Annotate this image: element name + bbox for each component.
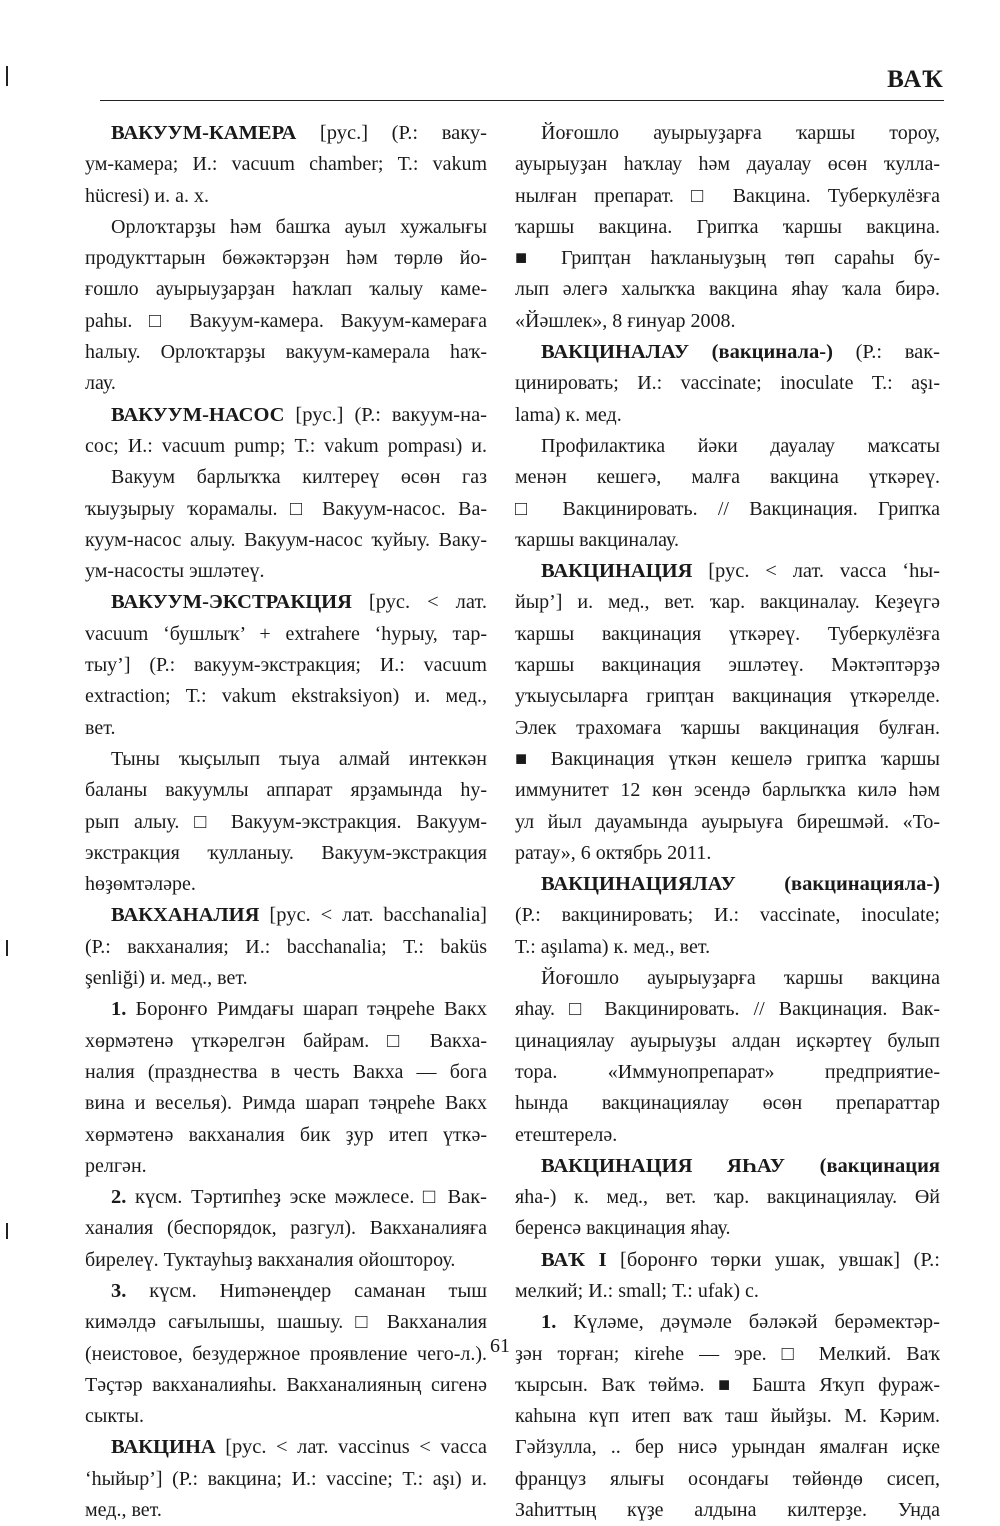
scan-edge-mark <box>6 940 8 956</box>
text-line: яһа-) к. мед., вет. ҡар. вакцинациялау. Өй <box>515 1186 940 1209</box>
text-line: куум-насос алыу. Вакуум-насос ҡуйыу. Ваку- <box>85 528 487 551</box>
entry-headline: ВАКХАНАЛИЯ [рус. < лат. bacchanalia] <box>111 904 487 927</box>
text-line: ҡаршы вакцина. Грипҡа ҡаршы вакцина. <box>515 215 940 238</box>
text-line: рып алыу. □ Вакуум-экстракция. Вакуум- <box>85 810 487 833</box>
text-line: Йоғошло ауырыуҙарға ҡаршы тороу, <box>541 122 940 144</box>
text-line: вина и веселья). Римда шарап тәңреһе Вакх <box>85 1092 487 1115</box>
entry-headline: 2. күсм. Тәртипһеҙ эске мәжлесе. □ Вак- <box>111 1186 487 1209</box>
entry-headline: ВАКУУМ-ЭКСТРАКЦИЯ [рус. < лат. <box>111 591 487 614</box>
entry-headline <box>515 869 940 900</box>
text-line: Гәйзулла, .. бер нисә урындан ямалған иҫке <box>515 1436 940 1459</box>
text-line: vacuum ‘бушлыҡ’ + extrahere ‘һурыу, тар- <box>85 622 487 645</box>
text-line: «Йәшлек», 8 ғинуар 2008. <box>515 309 736 332</box>
left-column <box>85 118 487 1526</box>
headword: ВАКУУМ-КАМЕРА <box>111 122 297 144</box>
text-line: ул йыл дауамында ауырыуға бирешмәй. «То- <box>515 810 940 833</box>
text-line: экстракция ҡулланыу. Вакуум-экстракция <box>85 841 487 864</box>
text-line: ғошло ауырыуҙарҙан һаҡлап ҡалыу каме- <box>85 278 487 301</box>
text-line: ҡаршы вакцинация эшләтеү. Мәктәптәрҙә <box>515 654 940 677</box>
text-line: менән кешегә, малға вакцина үткәреү. <box>515 466 940 489</box>
headword: 1. <box>111 998 127 1021</box>
text-line: беренсә вакцинация яһау. <box>515 1217 731 1240</box>
headword: 2. <box>111 1186 127 1209</box>
text-line: Элек трахомаға ҡаршы вакцинация булған. <box>515 716 940 739</box>
text-line: етештерелә. <box>515 1123 618 1146</box>
text-line: француз ялығы осондағы төйөндө сисеп, <box>515 1467 940 1490</box>
text-line: яһау. □ Вакцинировать. // Вакцинация. Вак- <box>515 998 940 1021</box>
text-line: ‘һыйыр’] (Р.: вакцина; И.: vaccine; Т.: aşı) и. <box>85 1467 487 1490</box>
text-line: ҡаршы вакциналау. <box>515 528 679 551</box>
text-line: Заһиттың күҙе алдына килтерҙе. Унда <box>515 1499 940 1522</box>
headword: ВАКУУМ-НАСОС <box>111 403 285 426</box>
text-line: ■ Вакцинация үткән кешелә грипҡа ҡаршы <box>515 747 940 770</box>
text-line: уҡыусыларға грипҭан вакцинация үткәрелде. <box>515 685 940 708</box>
headword: 1. <box>541 1311 557 1334</box>
text-line: şenliği) и. мед., вет. <box>85 967 248 990</box>
text-line: Тәҫтәр вакханалияһы. Вакханалияның сигенә <box>85 1373 487 1396</box>
headword: ВАКЦИНАЦИЯ ЯҺАУ (вакцинация <box>541 1154 940 1177</box>
text-line: иммунитет 12 көн эсендә барлыҡҡа килә һәм <box>515 779 940 802</box>
text-line: вет. <box>85 716 116 739</box>
scan-edge-mark <box>6 1223 8 1239</box>
text-line: (неистовое, безудержное проявление чего-л.). <box>85 1342 487 1365</box>
text-line: ум-камера; И.: vacuum chamber; Т.: vakum <box>85 153 487 176</box>
text-line: hücresi) и. а. х. <box>85 184 209 207</box>
text-line: һалыу. Орлоҡтарҙы вакуум-камерала һаҡ- <box>85 341 487 364</box>
text-line: ҙән торған; кireһе — эре. □ Мелкий. Ваҡ <box>515 1342 940 1365</box>
entry-headline: 1. Күләме, дәүмәле бәләкәй берәмектәр- <box>541 1311 940 1334</box>
text-line: ум-насосты эшләтеү. <box>85 560 265 583</box>
entry-headline: 3. күсм. Ниmәнеңдер саманан тыш <box>111 1279 487 1302</box>
text-line: Вакуум барлыҡҡа килтереү өсөн газ <box>111 466 487 489</box>
text-line: нылған препарат. □ Вакцина. Туберкулёзға <box>515 184 940 207</box>
text-line: кимәлдә сағылышы, шашыу. □ Вакханалия <box>85 1311 487 1334</box>
entry-headline: ВАКУУМ-КАМЕРА [рус.] (Р.: ваку- <box>111 122 487 144</box>
text-line: Тыны ҡыҫылып тыуа алмай интеккән <box>111 747 487 770</box>
text-line: лып әлегә халыҡҡа вакцина яһау ҡала бирә. <box>515 278 940 301</box>
text-line: мед., вет. <box>85 1499 162 1522</box>
right-column <box>515 118 940 1526</box>
text-line: каһына күп итеп ваҡ таш йыйҙы. М. Кәрим. <box>515 1405 940 1428</box>
text-line: ҡырсын. Ваҡ төймә. ■ Башта Яҡуп фураж- <box>515 1373 940 1396</box>
text-line: тора. «Иммунопрепарат» предприятие- <box>515 1060 940 1083</box>
text-line: lama) к. мед. <box>515 403 622 426</box>
headword: ВАКУУМ-ЭКСТРАКЦИЯ <box>111 591 352 614</box>
text-line: Орлоҡтарҙы һәм башҡа ауыл хужалығы <box>111 215 487 238</box>
text-line: релгән. <box>85 1154 147 1177</box>
running-head <box>100 64 944 101</box>
headword: ВАКХАНАЛИЯ <box>111 904 260 927</box>
entry-headline: ВАКЦИНАЦИЯ [рус. < лат. vacca ‘һы- <box>541 560 940 583</box>
headword: ВАКЦИНАЦИЯЛАУ (вакцинацияла-) <box>541 873 940 896</box>
headword: ВАКЦИНА <box>111 1436 216 1459</box>
entry-headline <box>515 1151 940 1182</box>
text-line: ауырыуҙан һаҡлау һәм дауалау өсөн ҡулла- <box>515 153 940 176</box>
text-line: мелкий; И.: small; Т.: ufak) с. <box>515 1279 759 1302</box>
text-line: Т.: aşılama) к. мед., вет. <box>515 935 711 958</box>
text-line: (Р.: вакцинировать; И.: vaccinate, inoculate; <box>515 904 940 927</box>
headword: ВАКЦИНАЦИЯ <box>541 560 693 583</box>
text-line: лау. <box>85 372 116 395</box>
text-line: тыу’] (Р.: вакуум-экстракция; И.: vacuum <box>85 654 487 677</box>
text-line: ханалия (беспорядок, разгул). Вакханалияға <box>85 1217 487 1240</box>
text-line: цинировать; И.: vaccinate; inoculate Т.: aşı- <box>515 372 940 395</box>
text-line: Йоғошло ауырыуҙарға ҡаршы вакцина <box>541 967 940 990</box>
text-line: продукттарын бөжәктәрҙән һәм төрлө йо- <box>85 247 487 270</box>
headword: ВАКЦИНАЛАУ (вакцинала-) <box>541 341 833 364</box>
running-head-title: ВАҠ <box>887 66 944 93</box>
text-line: цинациялау ауырыуҙы алдан иҫкәртеү булып <box>515 1029 940 1052</box>
text-line: һында вакцинациялау өсөн препараттар <box>515 1092 940 1115</box>
text-line: йыр’] и. мед., вет. ҡар. вакциналау. Кеҙеүгә <box>515 591 940 614</box>
text-line: ратау», 6 октябрь 2011. <box>515 841 712 864</box>
headword: 3. <box>111 1279 127 1302</box>
text-line: ҡаршы вакцинация үткәреү. Туберкулёзға <box>515 622 940 645</box>
headword: ВАҠ I <box>541 1248 607 1271</box>
text-line: (Р.: вакханалия; И.: bacchanalia; Т.: baküs <box>85 935 487 958</box>
entry-headline: ВАКЦИНА [рус. < лат. vaccinus < vacca <box>111 1436 487 1459</box>
text-line: баланы вакуумлы аппарат ярҙамында һу- <box>85 779 487 802</box>
entry-headline: ВАКУУМ-НАСОС [рус.] (Р.: вакуум-на- <box>111 403 487 426</box>
page-number: 61 <box>490 1335 510 1357</box>
text-line: хөрмәтенә вакханалия бик ҙур итеп үткә- <box>85 1123 487 1146</box>
scan-edge-mark <box>6 66 8 86</box>
entry-headline: 1. Боронғо Римдағы шарап тәңреһе Вакх <box>111 998 487 1021</box>
entry-headline: ВАКЦИНАЛАУ (вакцинала-) (Р.: вак- <box>541 341 940 364</box>
text-line: сыкты. <box>85 1405 144 1428</box>
text-line: ҡыуҙырыу ҡорамалы. □ Вакуум-насос. Ва- <box>85 497 487 520</box>
text-line: ■ Грипҭан һаҡланыуҙың төп сараһы бу- <box>515 247 940 270</box>
text-line: extraction; Т.: vakum ekstraksiyon) и. мед., <box>85 685 487 708</box>
text-line: Профилактика йәки дауалау маҡсаты <box>541 434 940 457</box>
text-line: раһы. □ Вакуум-камера. Вакуум-камераға <box>85 309 487 332</box>
text-line: һөҙөмтәләре. <box>85 873 196 896</box>
text-line: хөрмәтенә үткәрелгән байрам. □ Вакха- <box>85 1029 487 1052</box>
entry-headline: ВАҠ I [боронғо төрки ушак, увшак] (Р.: <box>541 1248 940 1271</box>
text-line: сос; И.: vacuum pump; Т.: vakum pompası) и. <box>85 434 487 457</box>
text-line: налия (празднества в честь Вакха — бога <box>85 1060 487 1083</box>
text-line: □ Вакцинировать. // Вакцинация. Грипҡа <box>515 497 940 520</box>
text-line: бирелеү. Туктауһыҙ вакханалия ойоштороу. <box>85 1248 456 1271</box>
